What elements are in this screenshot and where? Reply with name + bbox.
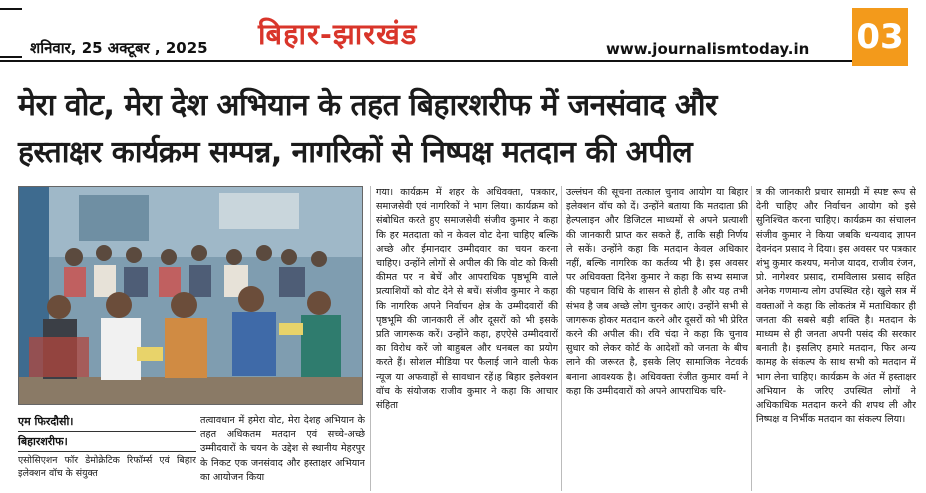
- masthead-left-bars: [0, 8, 22, 58]
- article-intro: एसोसिएशन फॉर डेमोक्रेटिक रिफॉर्म्स एवं बिहार इलेक्शन वॉच के संयुक्त: [18, 455, 196, 479]
- article-column-3: उल्लंघन की सूचना तत्काल चुनाव आयोग या बिहार इलेक्शन वॉच को दें। उन्होंने बताया कि मतदाता फ्री हेल्पलाइन और डिजिटल माध्यमों से अपने प्रत्याशी की जानकारी प्राप्त कर सकते हैं, ताकि सही निर्णय ले सकें। उन्होंने कहा कि मतदान केवल अधिकार नहीं, बल्कि नागरिक का कर्तव्य भी है। इस अवसर पर अधिवक्ता दिनेश कुमार ने कहा कि सभ्य समाज की पहचान विधि के शासन से होती है और यह तभी संभव है जब अच्छे लोग चुनकर आएं। उन्होंने सभी से जागरूक होकर मतदान करने और दूसरों को भी प्रेरित करने की अपील की। रवि चंदा ने कहा कि चुनाव सुधार को लेकर कोर्ट के आदेशों को जनता के बीच लाने की जरूरत है, इसके लिए सामाजिक नेटवर्क बनाना आवश्यक है। अधिवक्ता रंजीत कुमार वर्मा ने कहा कि उम्मीदवारों को अपने आपराधिक चरि-: [566, 187, 748, 397]
- page-number-badge: 03: [852, 8, 908, 66]
- masthead: [0, 0, 926, 74]
- issue-date: शनिवार, 25 अक्टूबर , 2025: [30, 39, 208, 57]
- column-divider: [561, 186, 562, 491]
- article-column-2: गया। कार्यक्रम में शहर के अधिवक्ता, पत्रकार, समाजसेवी एवं नागरिकों ने भाग लिया। कार्यक्रम को संबोधित करते हुए समाजसेवी संजीव कुमार ने कहा कि हर मतदाता को न केवल वोट देना चाहिए बल्कि अच्छे और ईमानदार उम्मीदवार का चयन करना चाहिए। उन्होंने लोगों से अपील की कि वोट को किसी कीमत पर न बेचें और आपराधिक पृष्ठभूमि वाले प्रत्याशियों को वोट देने से बचें। संजीव कुमार ने कहा कि नागरिक अपने निर्वाचन क्षेत्र के उम्मीदवारों की पृष्ठभूमि की जानकारी लें और दूसरों को भी इसके प्रति जागरूक करें। उन्होंने कहा, हएऐसे उम्मीदवारों का विरोध करें जो बाहुबल और धनबल का प्रयोग करते हैं। सोशल मीडिया पर फैलाई जाने वाली फेक न्यूज या अफवाहों से सावधान रहें।ह बिहार इलेक्शन वॉच के संयोजक राजीव कुमार ने कहा कि आचार संहिता: [376, 187, 558, 412]
- article-headline: [18, 82, 908, 176]
- dateline-place: बिहारशरीफ।: [18, 432, 196, 452]
- author-name: एम फिरदौसी।: [18, 412, 196, 432]
- column-divider: [751, 186, 752, 491]
- headline-line-1: मेरा वोट, मेरा देश अभियान के तहत बिहारशरीफ में जनसंवाद और: [18, 88, 717, 123]
- column-divider: [370, 186, 371, 491]
- masthead-rule: [0, 60, 852, 62]
- article-column-1: तत्वावधान में हमेरा वोट, मेरा देशह अभियान के तहत अधिकतम मतदान एवं सच्चे-अच्छे उम्मीदवारों के चयन के उद्देश से स्थानीय मेहरपुर के निकट एक जनसंवाद और हस्ताक्षर अभियान का आयोजन किया: [200, 415, 365, 483]
- article-column-4: त्र की जानकारी प्रचार सामग्री में स्पष्ट रूप से देनी चाहिए और निर्वाचन आयोग को इसे सुनिश्चित करना चाहिए। कार्यक्रम का संचालन संजीव कुमार ने किया जबकि धन्यवाद ज्ञापन देवनंदन प्रसाद ने दिया। इस अवसर पर पत्रकार शंभु कुमार कश्यप, मनोज यादव, राजीव रंजन, प्रो. नागेश्वर प्रसाद, रामविलास प्रसाद सहित अनेक गणमान्य लोग उपस्थित रहे। खुले सत्र में वक्ताओं ने कहा कि लोकतंत्र में मताधिकार ही जनता की सबसे बड़ी शक्ति है। मतदान के माध्यम से ही जनता अपनी पसंद की सरकार बनाती है। इसलिए हमारे मतदान, फिर अन्य कामह के संकल्प के साथ सभी को मतदान में भाग लेना चाहिए। कार्यक्रम के अंत में हस्ताक्षर अभियान के जरिए उपस्थित लोगों ने अधिकाधिक मतदान करने की शपथ ली और निष्पक्ष व निर्भीक मतदान का संकल्प लिया।: [756, 187, 916, 426]
- headline-line-2: हस्ताक्षर कार्यक्रम सम्पन्न, नागरिकों से निष्पक्ष मतदान की अपील: [18, 135, 693, 170]
- event-photo: [18, 186, 363, 405]
- website-link[interactable]: www.journalismtoday.in: [606, 40, 810, 58]
- byline-block: [18, 412, 196, 480]
- section-title: बिहार-झारखंड: [258, 17, 418, 51]
